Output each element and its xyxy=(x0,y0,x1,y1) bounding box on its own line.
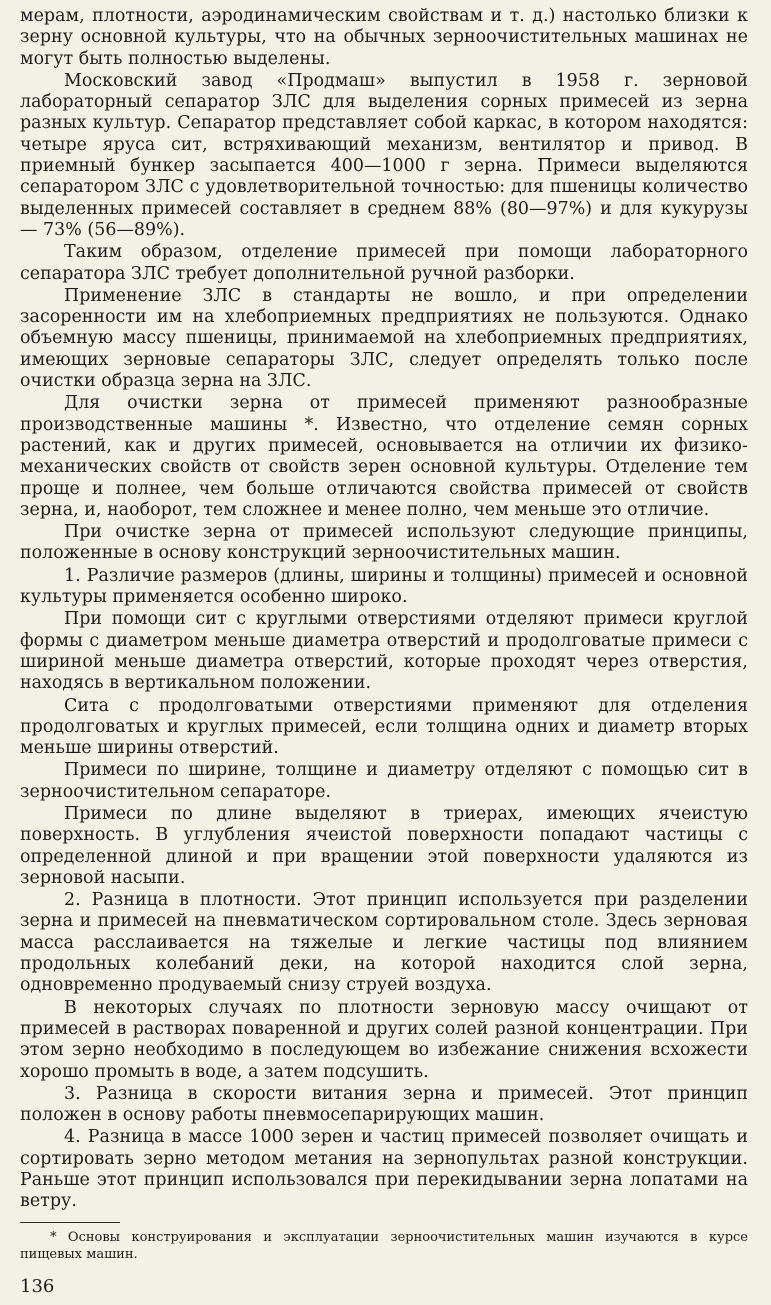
paragraph-principle-3: 3. Разница в скорости витания зерна и примесей. Этот принцип положен в основу работы пневмосепарирующих машин. xyxy=(20,1083,748,1126)
paragraph-salt-solutions: В некоторых случаях по плотности зерновую массу очищают от примесей в растворах поваренной и других солей разной концентрации. При этом зерно необходимо в последующем во избежание снижения всхожести хорошо промыть в воде, а затем подсушить. xyxy=(20,997,748,1082)
paragraph-oblong-sieves: Сита с продолговатыми отверстиями применяют для отделения продолговатых и круглых примесей, если толщина одних и диаметр вторых меньше ширины отверстий. xyxy=(20,695,748,759)
paragraph-width-separation: Примеси по ширине, толщине и диаметру отделяют с помощью сит в зерноочистительном сепараторе. xyxy=(20,760,748,802)
page-number: 136 xyxy=(20,1275,55,1297)
paragraph-principles-intro: При очистке зерна от примесей используют следующие принципы, положенные в основу конструкций зерноочистительных машин. xyxy=(20,522,748,564)
footnote-divider xyxy=(20,1222,120,1223)
paragraph-principle-1: 1. Различие размеров (длины, ширины и толщины) примесей и основной культуры применяется особенно широко. xyxy=(20,565,748,608)
paragraph-zls-separator: Московский завод «Продмаш» выпустил в 1958 г. зерновой лабораторный сепаратор ЗЛС для выделения сорных примесей из зерна разных культур. Сепаратор представляет собой каркас, в котором находятся: четыре яруса сит, встряхивающий механизм, вентилятор и привод. В приемный бункер засыпается 400—1000 г зерна. Примеси выделяются сепаратором ЗЛС с удовлетворительной точностью: для пшеницы количество выделенных примесей составляет в среднем 88% (80—97%) и для кукурузы — 73% (56—89%). xyxy=(20,70,748,240)
paragraph-standards: Применение ЗЛС в стандарты не вошло, и при определении засоренности им на хлебоприемных предприятиях не пользуются. Однако объемную массу пшеницы, принимаемой на хлебоприемных предприятиях, имеющих зерновые сепараторы ЗЛС, следует определять только после очистки образца зерна на ЗЛС. xyxy=(20,285,748,392)
paragraph-round-sieves: При помощи сит с круглыми отверстиями отделяют примеси круглой формы с диаметром меньше диаметра отверстий и продолговатые примеси с шириной меньше диаметра отверстий, которые проходят через отверстия, находясь в вертикальном положении. xyxy=(20,609,748,694)
paragraph-length-triers: Примеси по длине выделяют в триерах, имеющих ячеистую поверхность. В углубления ячеистой поверхности попадают частицы с определенной длиной и при вращении этой поверхности удаляются из зерновой насыпи. xyxy=(20,803,748,888)
paragraph-continuation: мерам, плотности, аэродинамическим свойствам и т. д.) настолько близки к зерну основной культуры, что на обычных зерноочистительных машинах не могут быть полностью выделены. xyxy=(20,6,748,69)
document-page xyxy=(20,6,748,1297)
paragraph-principle-4: 4. Разница в массе 1000 зерен и частиц примесей позволяет очищать и сортировать зерно методом метания на зернопультах разной конструкции. Раньше этот принцип использовался при перекидывании зерна лопатами на ветру. xyxy=(20,1127,748,1212)
footnote: * Основы конструирования и эксплуатации зерноочистительных машин изучаются в курсе пищевых машин. xyxy=(20,1229,748,1262)
paragraph-manual-sorting: Таким образом, отделение примесей при помощи лабораторного сепаратора ЗЛС требует дополнительной ручной разборки. xyxy=(20,242,748,284)
paragraph-principle-2: 2. Разница в плотности. Этот принцип используется при разделении зерна и примесей на пневматическом сортировальном столе. Здесь зерновая масса расслаивается на тяжелые и легкие частицы под влиянием продольных колебаний деки, на которой находится слой зерна, одновременно продуваемый снизу струей воздуха. xyxy=(20,890,748,996)
paragraph-cleaning-machines: Для очистки зерна от примесей применяют разнообразные производственные машины *. Известно, что отделение семян сорных растений, как и других примесей, основывается на отличии их физико-механических свойств от свойств зерен основной культуры. Отделение тем проще и полнее, чем больше отличаются свойства примесей от свойств зерна, и, наоборот, тем сложнее и менее полно, чем меньше это отличие. xyxy=(20,393,748,520)
